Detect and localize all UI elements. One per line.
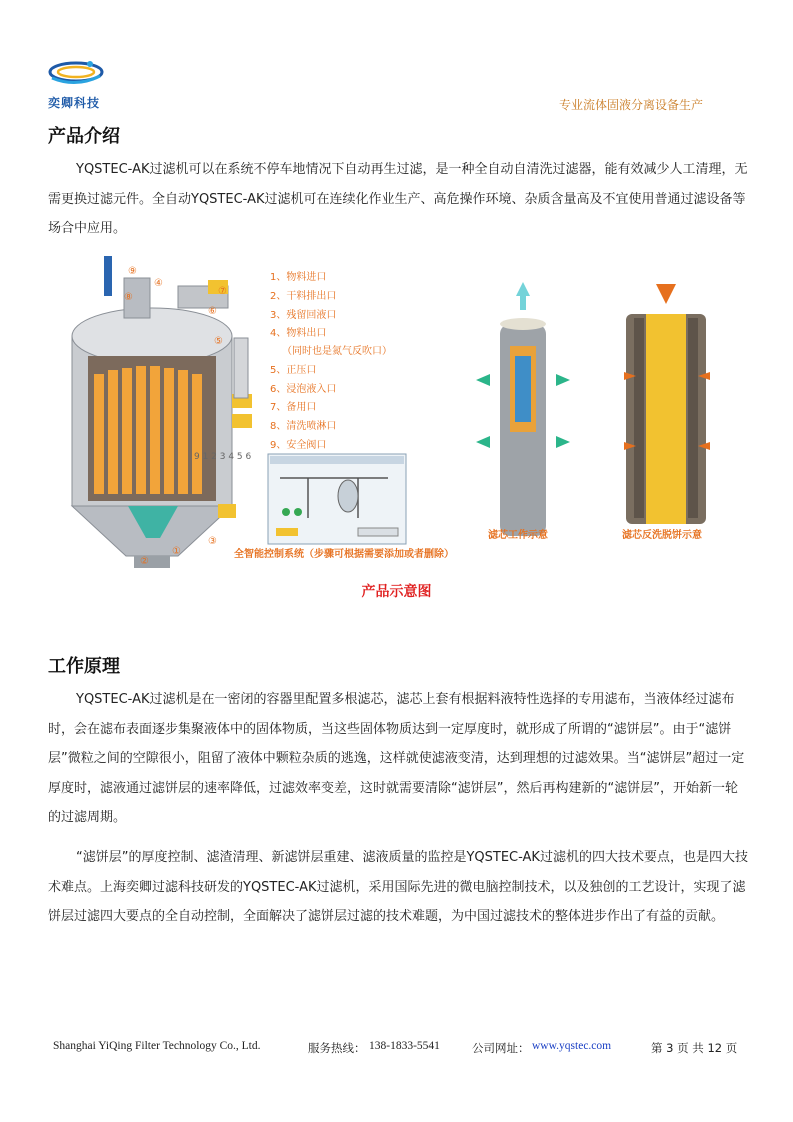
port-item-1: 1、物料进口 xyxy=(270,272,327,283)
filter-cartridge-illustration xyxy=(476,282,570,536)
port-item-3: 3、残留回液口 xyxy=(270,310,337,321)
footer-website-label: 公司网址： xyxy=(472,1041,530,1055)
callout-7: ⑦ xyxy=(218,286,227,297)
port-number-row: 9 1 2 3 4 5 6 xyxy=(194,452,252,462)
port-item-8: 8、清洗喷淋口 xyxy=(270,421,337,432)
page-footer xyxy=(0,1040,793,1060)
header-tagline: 专业流体固液分离设备生产 xyxy=(558,98,703,112)
backflush-illustration xyxy=(624,284,710,524)
callout-5: ⑤ xyxy=(214,336,223,347)
callout-9: ⑨ xyxy=(128,266,137,277)
logo-text: 奕卿科技 xyxy=(48,96,101,110)
callout-6: ⑥ xyxy=(208,306,217,317)
port-item-6: 6、浸泡液入口 xyxy=(270,384,337,395)
callout-4: ④ xyxy=(154,278,163,289)
callout-1: ① xyxy=(172,546,181,557)
intro-heading: 产品介绍 xyxy=(48,126,120,147)
callout-8: ⑧ xyxy=(124,292,133,303)
principle-heading: 工作原理 xyxy=(48,656,120,677)
filter-vessel xyxy=(72,256,252,568)
port-item-5: 5、正压口 xyxy=(270,365,317,376)
callout-3: ③ xyxy=(208,536,217,547)
footer-page-number: 第 3 页 共 12 页 xyxy=(651,1041,738,1055)
control-system-caption: 全智能控制系统（步骤可根据需要添加或者删除） xyxy=(234,549,454,560)
page-header xyxy=(0,0,793,118)
port-item-9: 9、安全阀口 xyxy=(270,440,327,451)
footer-website-link[interactable]: www.yqstec.com xyxy=(532,1040,612,1052)
port-item-2: 2、干料排出口 xyxy=(270,291,337,302)
footer-company: Shanghai YiQing Filter Technology Co., Ltd. xyxy=(53,1040,261,1052)
product-diagram xyxy=(58,256,748,574)
footer-hotline: 138-1833-5541 xyxy=(369,1040,440,1052)
intro-paragraph: YQSTEC-AK过滤机可以在系统不停车地情况下自动再生过滤，是一种全自动自清洗过滤器，能有效减少人工清理，无需更换过滤元件。全自动YQSTEC-AK过滤机可在连续化作业生产、高危操作环境、杂质含量高及不宜使用普通过滤设备等场合中应用。 xyxy=(48,162,748,236)
callout-2: ② xyxy=(140,556,149,567)
figure-caption: 产品示意图 xyxy=(361,584,432,600)
port-item-4-note: （同时也是氮气反吹口） xyxy=(282,346,392,357)
footer-hotline-label: 服务热线： xyxy=(308,1041,366,1055)
principle-paragraph-1: YQSTEC-AK过滤机是在一密闭的容器里配置多根滤芯，滤芯上套有根据料液特性选择的专用滤布，当液体经过滤布时，会在滤布表面逐步集聚液体中的固体物质，当这些固体物质达到一定厚度时，就形成了所谓的“滤饼层”。由于“滤饼层”微粒之间的空隙很小，阻留了液体中颗粒杂质的逃逸，这样就使滤液变清，达到理想的过滤效果。当“滤饼层”超过一定厚度时，滤液通过滤饼层的速率降低，过滤效率变差，这时就需要清除“滤饼层”，然后再构建新的“滤饼层”，开始新一轮的过滤周期。 xyxy=(48,692,745,825)
cartridge-caption: 滤芯工作示意 xyxy=(488,530,548,541)
principle-paragraph-2: “滤饼层”的厚度控制、滤渣清理、新滤饼层重建、滤液质量的监控是YQSTEC-AK过滤机的四大技术要点，也是四大技术难点。上海奕卿过滤科技研发的YQSTEC-AK过滤机，采用国际先进的微电脑控制技术，以及独创的工艺设计，实现了滤饼层过滤四大要点的全自动控制，全面解决了滤饼层过滤的技术难题，为中国过滤技术的整体进步作出了有益的贡献。 xyxy=(48,850,748,924)
control-panel-screen xyxy=(268,454,406,544)
port-item-4: 4、物料出口 xyxy=(270,328,327,339)
port-item-7: 7、备用口 xyxy=(270,402,317,413)
backflush-caption: 滤芯反洗脱饼示意 xyxy=(622,530,702,541)
